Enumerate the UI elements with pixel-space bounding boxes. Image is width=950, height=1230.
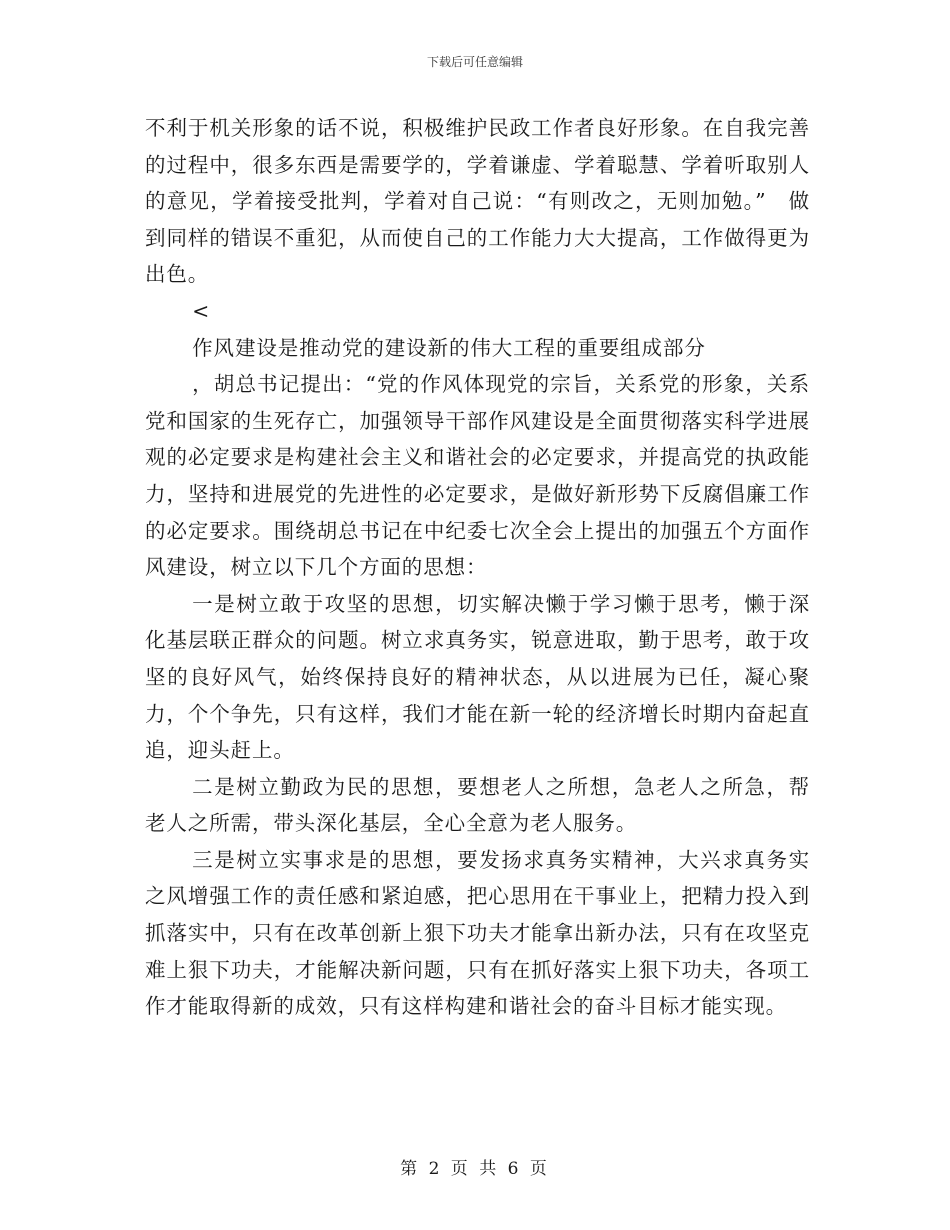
paragraph-continuation: 不利于机关形象的话不说，积极维护民政工作者良好形象。在自我完善的过程中，很多东西是需要学的，学着谦虚、学着聪慧、学着听取别人的意见，学着接受批判，学着对自己说：“有则改之，无则加勉。” 做到同样的错误不重犯，从而使自己的工作能力大大提高，工作做得更为出色。 — [145, 116, 810, 287]
document-body — [145, 110, 810, 1025]
paragraph-point-one: 一是树立敢于攻坚的思想，切实解决懒于学习懒于思考，懒于深化基层联正群众的问题。树立求真务实，锐意进取，勤于思考，敢于攻坚的良好风气，始终保持良好的精神状态，从以进展为已任，凝心聚力，个个争先，只有这样，我们才能在新一轮的经济增长时期内奋起直追，迎头赶上。 — [145, 591, 810, 763]
paragraph-marker: < — [192, 298, 211, 323]
paragraph-point-three: 三是树立实事求是的思想，要发扬求真务实精神，大兴求真务实之风增强工作的责任感和紧迫感，把心思用在干事业上，把精力投入到抓落实中，只有在改革创新上狠下功夫才能拿出新办法，只有在攻坚克难上狠下功夫，才能解决新问题，只有在抓好落实上狠下功夫，各项工作才能取得新的成效，只有这样构建和谐社会的奋斗目标才能实现。 — [145, 847, 810, 1019]
paragraph-intro: ，胡总书记提出：“党的作风体现党的宗旨，关系党的形象，关系党和国家的生死存亡，加强领导干部作风建设是全面贯彻落实科学进展观的必定要求是构建社会主义和谐社会的必定要求，并提高党的执政能力，坚持和进展党的先进性的必定要求，是做好新形势下反腐倡廉工作的必定要求。围绕胡总书记在中纪委七次全会上提出的加强五个方面作风建设，树立以下几个方面的思想： — [145, 372, 810, 580]
page-number-footer: 第 2 页 共 6 页 — [400, 1159, 550, 1179]
paragraph-heading: 作风建设是推动党的建设新的伟大工程的重要组成部分 — [192, 335, 706, 360]
page-header: 下载后可任意编辑 — [426, 55, 523, 69]
paragraph-point-two: 二是树立勤政为民的思想，要想老人之所想，急老人之所急，帮老人之所需，带头深化基层，全心全意为老人服务。 — [145, 774, 810, 836]
